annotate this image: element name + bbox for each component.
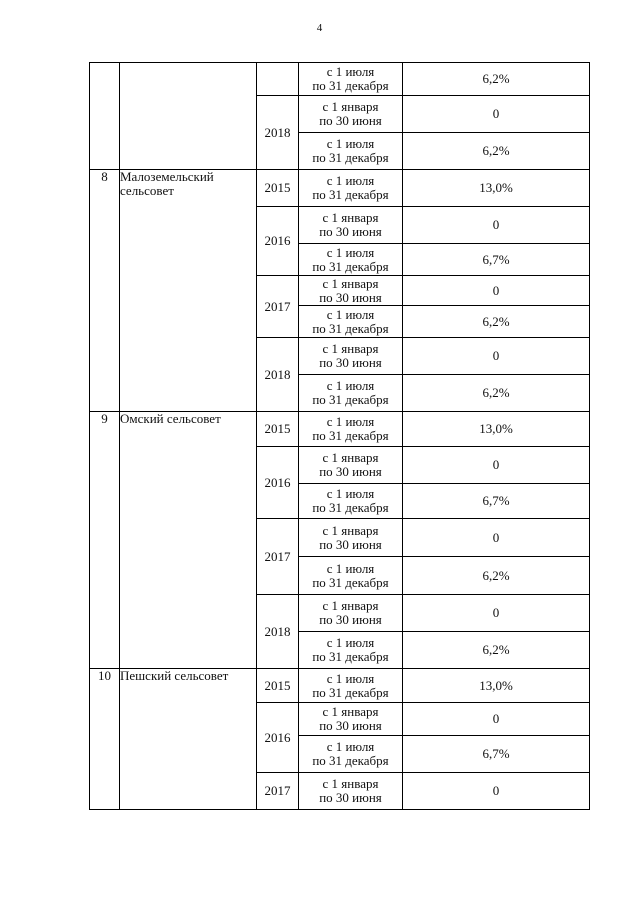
period-end-line: по 31 декабря bbox=[312, 187, 389, 202]
period-end-line: по 31 декабря bbox=[312, 500, 389, 515]
period-cell bbox=[299, 703, 403, 736]
rate-cell: 13,0% bbox=[403, 170, 590, 207]
year-cell: 2016 bbox=[257, 447, 299, 519]
period-end-line: по 30 июня bbox=[319, 113, 382, 128]
period-start-line: с 1 июля bbox=[326, 306, 375, 322]
row-number-cell: 9 bbox=[90, 412, 120, 669]
period-end-line: по 30 июня bbox=[319, 289, 382, 305]
rate-cell: 6,2% bbox=[403, 557, 590, 595]
period-end-line: по 30 июня bbox=[319, 790, 382, 805]
period-start-line: с 1 января bbox=[322, 704, 379, 719]
rate-cell: 0 bbox=[403, 338, 590, 375]
rate-cell: 13,0% bbox=[403, 669, 590, 703]
settlement-name-cell bbox=[120, 669, 257, 810]
rate-cell: 0 bbox=[403, 207, 590, 244]
table-row bbox=[90, 170, 590, 207]
settlement-name-line: Омский сельсовет bbox=[120, 411, 221, 426]
tariff-table bbox=[89, 62, 590, 810]
period-cell bbox=[299, 773, 403, 810]
settlement-name-line: сельсовет bbox=[120, 183, 174, 198]
period-end-line: по 30 июня bbox=[319, 224, 382, 239]
period-cell bbox=[299, 447, 403, 484]
period-end-line: по 30 июня bbox=[319, 536, 382, 552]
period-cell bbox=[299, 133, 403, 170]
rate-cell: 0 bbox=[403, 276, 590, 306]
rate-cell: 6,7% bbox=[403, 244, 590, 276]
period-start-line: с 1 января bbox=[322, 598, 379, 613]
period-end-line: по 31 декабря bbox=[312, 258, 389, 274]
rate-cell: 6,7% bbox=[403, 484, 590, 519]
settlement-name-cell bbox=[120, 63, 257, 170]
period-cell bbox=[299, 669, 403, 703]
period-end-line: по 31 декабря bbox=[312, 649, 389, 664]
period-end-line: по 31 декабря bbox=[312, 574, 389, 590]
page-number: 4 bbox=[316, 22, 323, 34]
rate-cell: 13,0% bbox=[403, 412, 590, 447]
period-end-line: по 31 декабря bbox=[312, 684, 389, 700]
rate-cell: 0 bbox=[403, 447, 590, 484]
year-cell: 2018 bbox=[257, 96, 299, 170]
period-start-line: с 1 января bbox=[322, 210, 379, 225]
period-cell bbox=[299, 306, 403, 338]
period-cell bbox=[299, 375, 403, 412]
row-number-cell: 10 bbox=[90, 669, 120, 810]
period-cell bbox=[299, 207, 403, 244]
rate-cell: 0 bbox=[403, 773, 590, 810]
period-cell bbox=[299, 484, 403, 519]
period-cell bbox=[299, 276, 403, 306]
rate-cell: 6,2% bbox=[403, 632, 590, 669]
period-start-line: с 1 июля bbox=[326, 173, 375, 188]
settlement-name-cell bbox=[120, 412, 257, 669]
period-cell bbox=[299, 557, 403, 595]
period-start-line: с 1 января bbox=[322, 99, 379, 114]
year-cell: 2017 bbox=[257, 773, 299, 810]
period-cell bbox=[299, 632, 403, 669]
period-start-line: с 1 июля bbox=[326, 378, 375, 393]
rate-cell: 6,2% bbox=[403, 375, 590, 412]
table-row bbox=[90, 412, 590, 447]
row-number-cell bbox=[90, 63, 120, 170]
period-cell bbox=[299, 170, 403, 207]
year-cell bbox=[257, 63, 299, 96]
period-end-line: по 31 декабря bbox=[312, 78, 389, 93]
settlement-name-line: Пешский сельсовет bbox=[120, 668, 229, 683]
period-start-line: с 1 июля bbox=[326, 739, 375, 754]
period-end-line: по 30 июня bbox=[319, 718, 382, 733]
period-start-line: с 1 июля bbox=[326, 670, 375, 686]
period-start-line: с 1 июля bbox=[326, 635, 375, 650]
period-start-line: с 1 января bbox=[322, 450, 379, 465]
rate-cell: 0 bbox=[403, 595, 590, 632]
year-cell: 2016 bbox=[257, 207, 299, 276]
year-cell: 2018 bbox=[257, 595, 299, 669]
period-start-line: с 1 июля bbox=[326, 486, 375, 501]
period-cell bbox=[299, 244, 403, 276]
period-cell bbox=[299, 338, 403, 375]
period-start-line: с 1 января bbox=[322, 341, 379, 356]
rate-cell: 6,2% bbox=[403, 133, 590, 170]
rate-cell: 6,2% bbox=[403, 63, 590, 96]
period-end-line: по 31 декабря bbox=[312, 392, 389, 407]
rate-cell: 6,2% bbox=[403, 306, 590, 338]
rate-cell: 0 bbox=[403, 96, 590, 133]
year-cell: 2016 bbox=[257, 703, 299, 773]
rate-cell: 0 bbox=[403, 703, 590, 736]
period-end-line: по 30 июня bbox=[319, 464, 382, 479]
rate-cell: 0 bbox=[403, 519, 590, 557]
period-cell bbox=[299, 736, 403, 773]
row-number-cell: 8 bbox=[90, 170, 120, 412]
period-start-line: с 1 января bbox=[322, 522, 379, 538]
period-start-line: с 1 июля bbox=[326, 136, 375, 151]
period-start-line: с 1 января bbox=[322, 275, 379, 291]
period-start-line: с 1 июля bbox=[326, 64, 375, 79]
period-start-line: с 1 июля bbox=[326, 414, 375, 429]
rate-cell: 6,7% bbox=[403, 736, 590, 773]
settlement-name-cell bbox=[120, 170, 257, 412]
period-cell bbox=[299, 63, 403, 96]
period-end-line: по 31 декабря bbox=[312, 753, 389, 768]
period-start-line: с 1 января bbox=[322, 776, 379, 791]
year-cell: 2017 bbox=[257, 276, 299, 338]
year-cell: 2018 bbox=[257, 338, 299, 412]
period-cell bbox=[299, 412, 403, 447]
table-row bbox=[90, 63, 590, 96]
year-cell: 2017 bbox=[257, 519, 299, 595]
period-end-line: по 30 июня bbox=[319, 355, 382, 370]
period-end-line: по 31 декабря bbox=[312, 320, 389, 336]
period-cell bbox=[299, 519, 403, 557]
period-end-line: по 30 июня bbox=[319, 612, 382, 627]
period-start-line: с 1 июля bbox=[326, 244, 375, 260]
tariff-table-body bbox=[90, 63, 590, 810]
period-end-line: по 31 декабря bbox=[312, 150, 389, 165]
period-end-line: по 31 декабря bbox=[312, 428, 389, 443]
period-cell bbox=[299, 96, 403, 133]
period-start-line: с 1 июля bbox=[326, 560, 375, 576]
year-cell: 2015 bbox=[257, 669, 299, 703]
year-cell: 2015 bbox=[257, 170, 299, 207]
year-cell: 2015 bbox=[257, 412, 299, 447]
settlement-name-line: Малоземельский bbox=[120, 169, 214, 184]
period-cell bbox=[299, 595, 403, 632]
table-row bbox=[90, 669, 590, 703]
